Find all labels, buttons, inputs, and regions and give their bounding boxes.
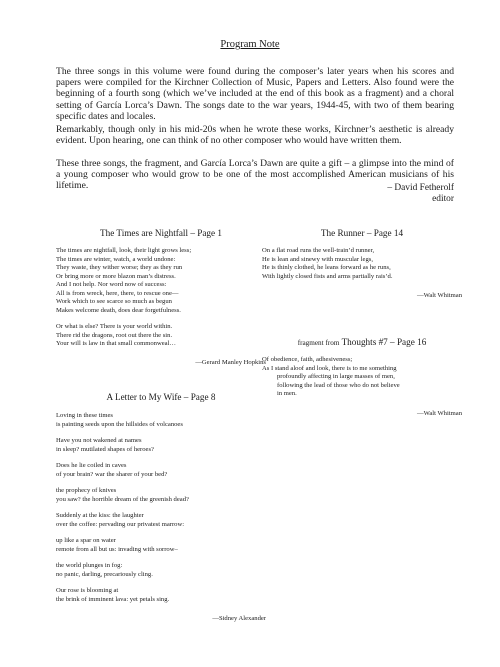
- verse-line: And I not help. Nor word now of success:: [56, 281, 167, 288]
- signature-role: editor: [432, 194, 454, 204]
- poem-attribution: —Gerard Manley Hopkins: [195, 358, 266, 366]
- signature-block: [387, 183, 454, 205]
- verse-line: Makes welcome death, does dear forgetfulness.: [56, 306, 181, 314]
- verse-line: Loving in these times: [56, 412, 113, 419]
- poem-title-text: Thoughts #7 – Page 16: [341, 337, 427, 347]
- verse-line: in sleep? mutilated shapes of heroes?: [56, 445, 154, 453]
- verse-line: following the lead of those who do not believe: [277, 381, 400, 389]
- verse-line: remote from all but us: invading with sorrow–: [56, 545, 178, 553]
- paragraph-1: The three songs in this volume were found during the composer’s later years when his scores and papers were compiled for the Kirchner Collection of Music, Papers and Letters. Also found were the beginning of a fourth song (which we’ve included at the end of this book as a fragment) and a choral setting of García Lorca’s Dawn. The songs date to the war years, 1944-45, with two of them bearing specific dates and locales.: [56, 66, 454, 122]
- verse-line: On a flat road runs the well-train’d runner,: [262, 247, 375, 254]
- poem-stanza: [56, 487, 266, 504]
- verse-line: Does he lie coiled in caves: [56, 462, 127, 469]
- verse-line: Your will is law in that small commonweal…: [56, 340, 177, 347]
- poem-title: The Runner – Page 14: [320, 228, 404, 238]
- paragraph-2: Remarkably, though only in his mid-20s when he wrote these works, Kirchner’s aesthetic is already evident. Upon hearing, one can think of no other composer who would have written them.: [56, 124, 454, 147]
- poem-title: The Times are Nightfall – Page 1: [100, 228, 222, 238]
- poem-times-are-nightfall: [56, 228, 266, 366]
- poem-stanza: [262, 247, 462, 281]
- verse-line: Work which to see scarce so much as begun: [56, 298, 172, 305]
- poem-stanza: [56, 412, 266, 429]
- poem-stanza: [56, 462, 266, 479]
- verse-line: of your brain? war the sharer of your bed?: [56, 470, 168, 478]
- page-title: Program Note: [220, 39, 280, 50]
- verse-line: Or what is else? There is your world within.: [56, 323, 173, 330]
- poem-stanza: [56, 587, 266, 604]
- verse-line: As I stand aloof and look, there is to me something: [262, 364, 397, 372]
- verse-line: Or bring more or more blazon man’s distress.: [56, 272, 176, 280]
- poem-title: [262, 337, 462, 347]
- verse-line: no panic, darling, precariously cling.: [56, 570, 153, 578]
- poem-title: A Letter to My Wife – Page 8: [106, 392, 216, 402]
- verse-line: All is from wreck, here, there, to rescue one—: [56, 289, 179, 297]
- verse-line: profoundly affecting in large masses of men,: [277, 373, 395, 380]
- poem-stanza: [56, 247, 266, 315]
- verse-line: over the coffee: pervading our privatest marrow:: [56, 520, 185, 528]
- verse-line: the brink of imminent lava: yet petals sing.: [56, 595, 170, 603]
- poem-stanza: [262, 356, 462, 399]
- signature-name: – David Fetherolf: [387, 183, 454, 193]
- verse-line: The times are nightfall, look, their light grows less;: [56, 247, 192, 254]
- verse-line: They waste, they wither worse; they as they run: [56, 264, 183, 271]
- verse-line: Of obedience, faith, adhesiveness;: [262, 356, 353, 363]
- poem-letter-to-my-wife: [56, 392, 266, 622]
- poem-the-runner: [262, 228, 462, 299]
- verse-line: Our rose is blooming at: [56, 587, 119, 594]
- verse-line: He is lean and sinewy with muscular legs,: [262, 255, 373, 263]
- fragment-prefix: fragment from: [297, 339, 340, 347]
- poem-attribution: —Walt Whitman: [417, 292, 462, 299]
- verse-line: up like a spar on water: [56, 537, 116, 544]
- verse-line: Have you not wakened at names: [56, 437, 142, 444]
- verse-line: the prophecy of knives: [56, 487, 117, 494]
- verse-line: With lightly closed fists and arms partially rais’d.: [262, 272, 393, 280]
- poem-attribution: —Walt Whitman: [417, 409, 462, 417]
- verse-line: is painting seeds upon the hillsides of volcanoes: [56, 420, 183, 428]
- verse-line: The times are winter, watch, a world undone:: [56, 255, 176, 263]
- poem-attribution: —Sidney Alexander: [212, 615, 266, 622]
- verse-line: in men.: [277, 390, 297, 397]
- poem-stanza: [56, 512, 266, 529]
- verse-line: Suddenly at the kiss: the laughter: [56, 512, 144, 519]
- poem-stanza: [56, 537, 266, 554]
- poem-thoughts-7: [262, 337, 462, 417]
- verse-line: There rid the dragons, root out there the sin.: [56, 331, 173, 339]
- poem-stanza: [56, 562, 266, 579]
- verse-line: you saw? the horrible dream of the greenish dead?: [56, 495, 189, 503]
- verse-line: the world plunges in fog:: [56, 562, 123, 569]
- paragraph-3: These three songs, the fragment, and García Lorca’s Dawn are quite a gift – a glimpse into the mind of a young composer who would grow to be one of the most accomplished American musicians of his lifetime.: [56, 158, 454, 192]
- verse-line: He is thinly clothed, he leans forward as he runs,: [262, 264, 391, 271]
- poem-stanza: [56, 437, 266, 454]
- poem-stanza: [56, 323, 266, 349]
